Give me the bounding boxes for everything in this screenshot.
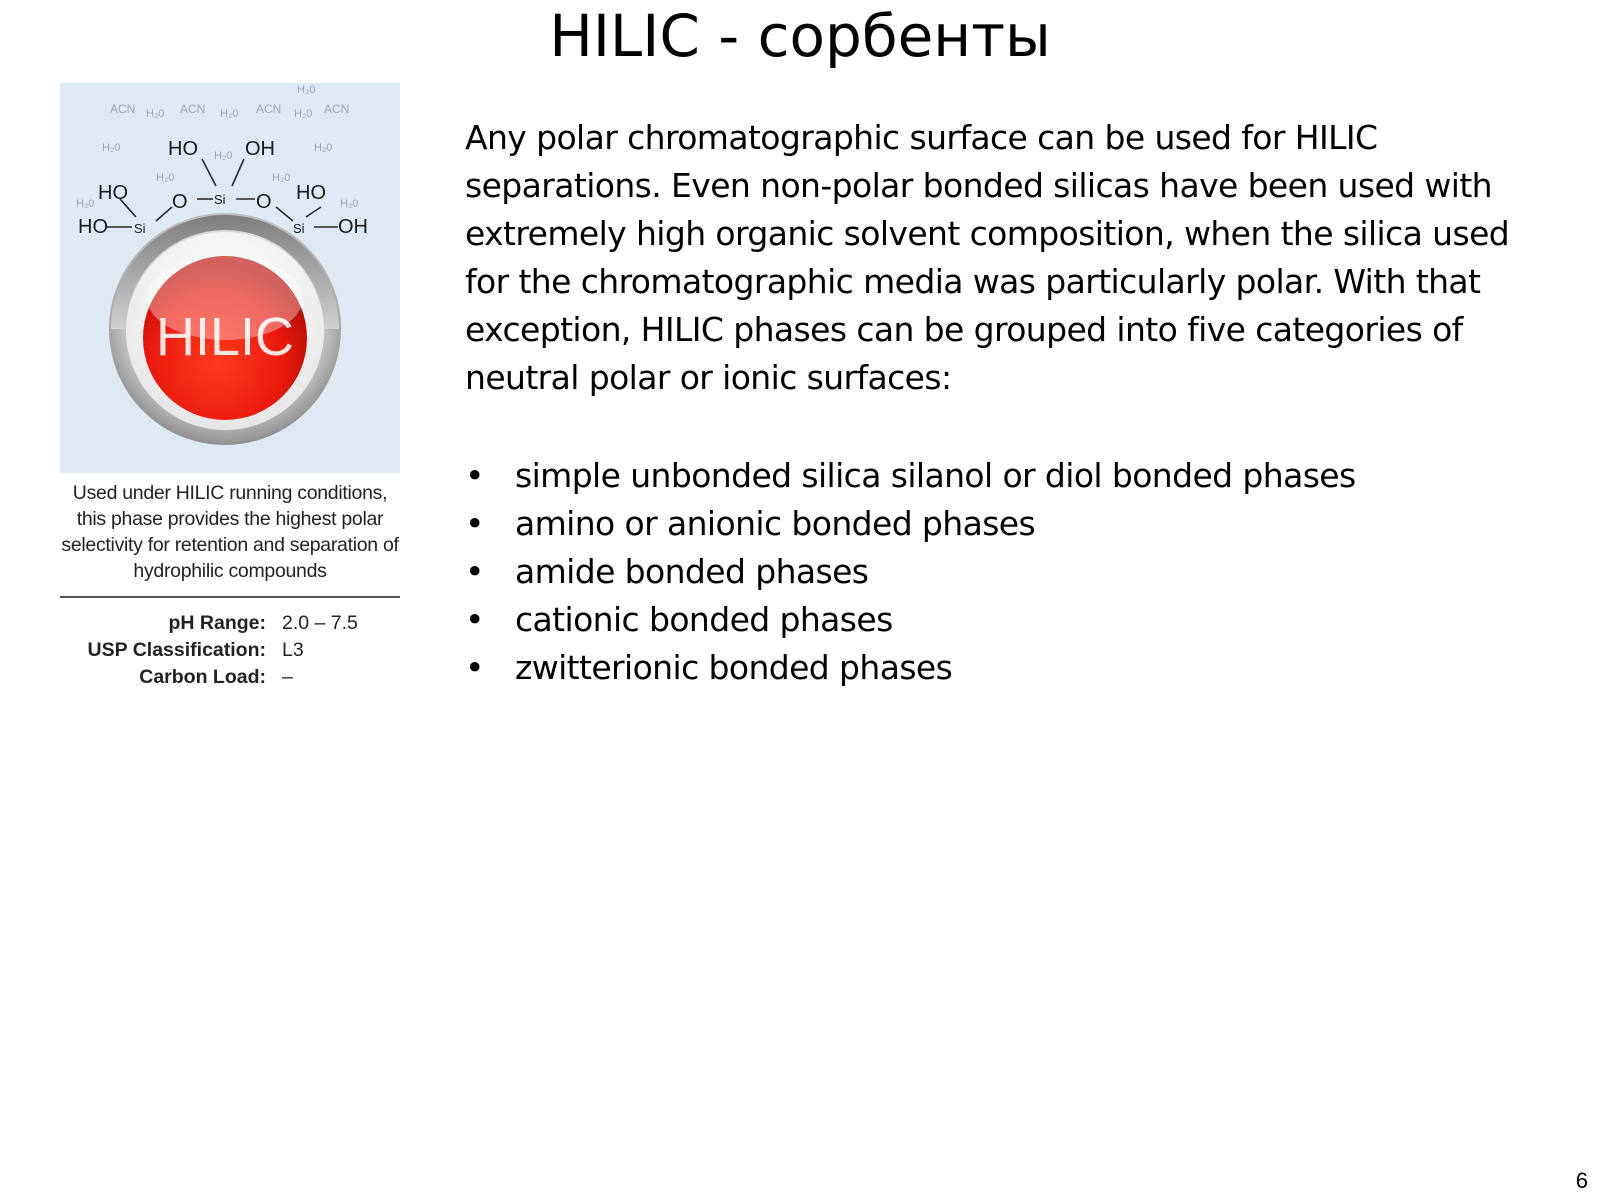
bullet-icon: •	[465, 600, 484, 639]
o-left-label: O	[172, 191, 188, 213]
list-item-text: zwitterionic bonded phases	[515, 648, 953, 687]
water-label: H₂0	[314, 142, 333, 154]
water-label: H₂0	[340, 198, 359, 210]
si-left-label: Si	[134, 221, 146, 236]
intro-paragraph: Any polar chromatographic surface can be used for HILIC separations. Even non-polar bonded silicas have been used with extremely high organic solvent composition, when the silica used for the chromatographic media was particularly polar. With that exception, HILIC phases can be grouped into five categories of neutral polar or ionic surfaces:	[465, 118, 1510, 397]
spec-value: –	[282, 666, 293, 688]
acn-label: ACN	[110, 102, 136, 116]
ho-mid-left-label: HO	[98, 182, 128, 204]
hilic-core-label: HILIC	[155, 307, 295, 367]
caption-divider	[60, 596, 400, 598]
bullet-icon: •	[465, 648, 484, 687]
spec-label: pH Range:	[168, 612, 266, 634]
spec-value: 2.0 – 7.5	[282, 612, 358, 634]
acn-label: ACN	[324, 102, 350, 116]
si-center-label: Si	[214, 192, 226, 207]
water-label: H₂0	[220, 108, 239, 120]
spec-value: L3	[282, 639, 304, 661]
ho-mid-right-label: HO	[296, 182, 326, 204]
list-item	[465, 548, 1545, 596]
si-right-label: Si	[293, 221, 305, 236]
spec-row-carbon-load	[60, 664, 400, 691]
oh-top-label: OH	[245, 138, 275, 160]
water-label: H₂0	[297, 84, 316, 96]
water-label: H₂0	[294, 108, 313, 120]
acn-label: ACN	[256, 102, 282, 116]
spec-label: USP Classification:	[87, 639, 266, 661]
bullet-icon: •	[465, 552, 484, 591]
list-item	[465, 644, 1545, 692]
list-item-text: amino or anionic bonded phases	[515, 504, 1036, 543]
page-number: 6	[1575, 1168, 1588, 1193]
spec-row-usp-classification	[60, 637, 400, 664]
figure-caption: Used under HILIC running conditions, this phase provides the highest polar selectivity for retention and separation of hydrophilic compounds	[61, 482, 399, 582]
category-list	[465, 452, 1545, 692]
list-item-text: simple unbonded silica silanol or diol bonded phases	[515, 456, 1356, 495]
ho-top-label: HO	[168, 138, 198, 160]
hilic-figure	[60, 83, 400, 473]
spec-row-ph-range	[60, 610, 400, 637]
slide-title: HILIC - сорбенты	[549, 2, 1051, 70]
list-item-text: cationic bonded phases	[515, 600, 893, 639]
bullet-icon: •	[465, 456, 484, 495]
water-label: H₂0	[76, 198, 95, 210]
hilic-particle-illustration	[60, 83, 400, 473]
list-item-text: amide bonded phases	[515, 552, 869, 591]
o-right-label: O	[256, 191, 272, 213]
spec-label: Carbon Load:	[139, 666, 266, 688]
water-label: H₂0	[102, 142, 121, 154]
specs-table	[60, 610, 400, 691]
list-item	[465, 452, 1545, 500]
water-label: H₂0	[272, 172, 291, 184]
acn-label: ACN	[180, 102, 206, 116]
oh-low-right-label: OH	[338, 216, 368, 238]
list-item	[465, 500, 1545, 548]
water-label: H₂0	[214, 150, 233, 162]
water-label: H₂0	[146, 108, 165, 120]
ho-low-left-label: HO	[78, 216, 108, 238]
list-item	[465, 596, 1545, 644]
bullet-icon: •	[465, 504, 484, 543]
water-label: H₂0	[156, 172, 175, 184]
